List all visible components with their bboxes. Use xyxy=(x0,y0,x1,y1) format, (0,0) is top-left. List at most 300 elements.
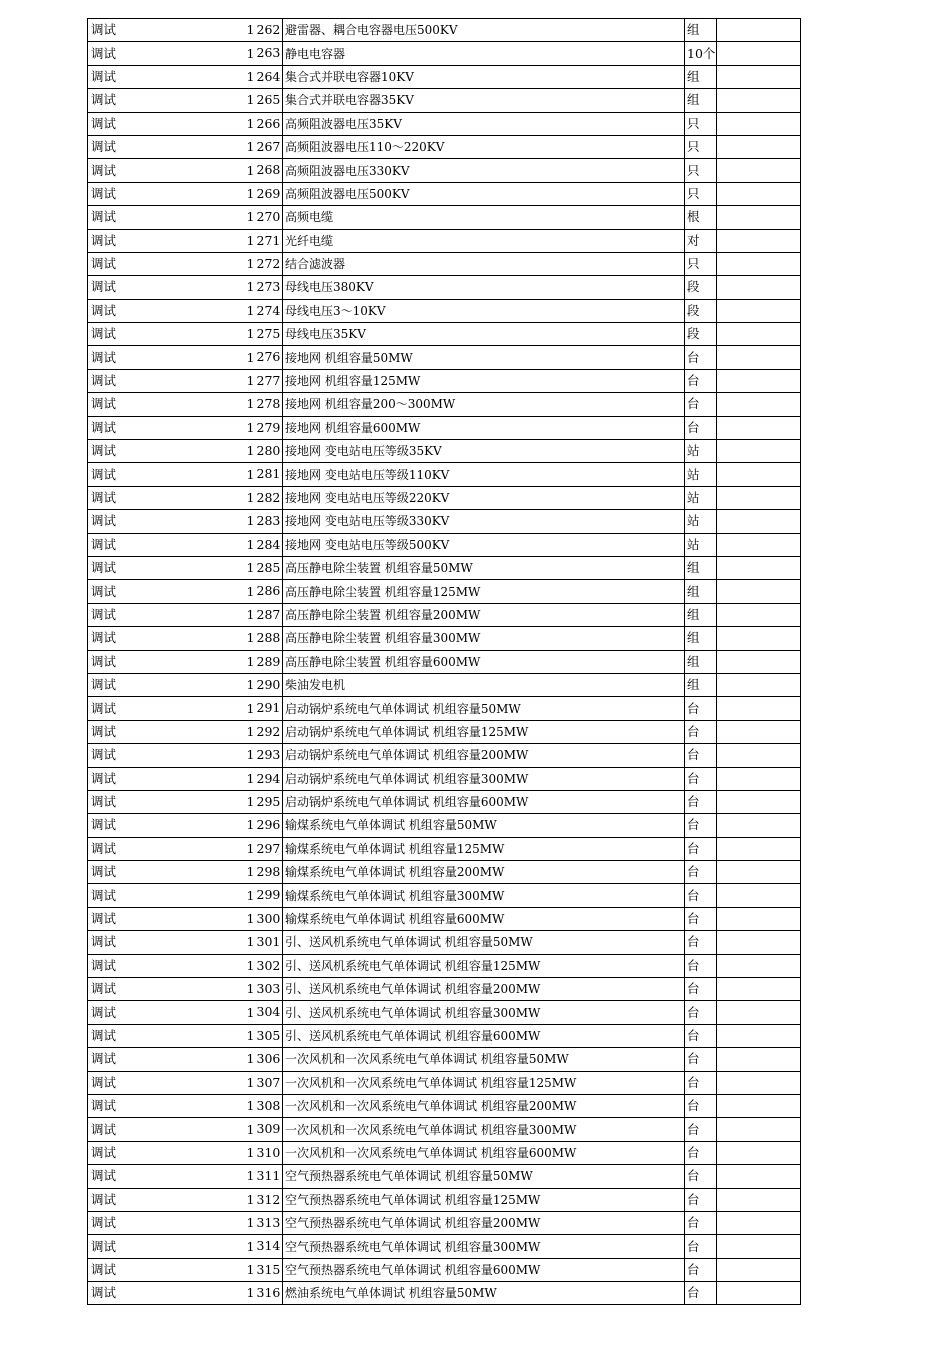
category-cell[interactable]: 调试 xyxy=(88,463,214,486)
item-code-cell[interactable] xyxy=(257,206,283,229)
item-name-cell[interactable]: 高压静电除尘装置 机组容量200MW xyxy=(283,603,685,626)
category-cell[interactable]: 调试 xyxy=(88,1235,214,1258)
empty-cell[interactable] xyxy=(717,767,801,790)
unit-cell[interactable]: 只 xyxy=(685,159,717,182)
unit-cell[interactable]: 台 xyxy=(685,837,717,860)
item-name-cell[interactable]: 一次风机和一次风系统电气单体调试 机组容量50MW xyxy=(283,1048,685,1071)
unit-cell[interactable]: 只 xyxy=(685,252,717,275)
unit-cell[interactable]: 组 xyxy=(685,580,717,603)
item-code-cell[interactable] xyxy=(257,603,283,626)
item-name-cell[interactable]: 一次风机和一次风系统电气单体调试 机组容量600MW xyxy=(283,1141,685,1164)
quantity-cell[interactable]: 1 xyxy=(214,954,257,977)
empty-cell[interactable] xyxy=(717,907,801,930)
unit-cell[interactable]: 站 xyxy=(685,440,717,463)
category-cell[interactable]: 调试 xyxy=(88,276,214,299)
empty-cell[interactable] xyxy=(717,393,801,416)
empty-cell[interactable] xyxy=(717,416,801,439)
quantity-cell[interactable]: 1 xyxy=(214,1071,257,1094)
item-code-cell[interactable] xyxy=(257,814,283,837)
unit-cell[interactable]: 段 xyxy=(685,299,717,322)
item-code-cell[interactable] xyxy=(257,42,283,65)
unit-cell[interactable]: 台 xyxy=(685,1141,717,1164)
item-name-cell[interactable]: 启动锅炉系统电气单体调试 机组容量300MW xyxy=(283,767,685,790)
quantity-cell[interactable]: 1 xyxy=(214,1282,257,1305)
empty-cell[interactable] xyxy=(717,1188,801,1211)
unit-cell[interactable]: 10个 xyxy=(685,42,717,65)
empty-cell[interactable] xyxy=(717,1282,801,1305)
item-code-cell[interactable] xyxy=(257,861,283,884)
empty-cell[interactable] xyxy=(717,1071,801,1094)
item-name-cell[interactable]: 一次风机和一次风系统电气单体调试 机组容量300MW xyxy=(283,1118,685,1141)
empty-cell[interactable] xyxy=(717,42,801,65)
category-cell[interactable]: 调试 xyxy=(88,159,214,182)
quantity-cell[interactable]: 1 xyxy=(214,767,257,790)
unit-cell[interactable]: 台 xyxy=(685,1071,717,1094)
unit-cell[interactable]: 台 xyxy=(685,1258,717,1281)
empty-cell[interactable] xyxy=(717,135,801,158)
item-code-cell[interactable] xyxy=(257,440,283,463)
category-cell[interactable]: 调试 xyxy=(88,65,214,88)
item-name-cell[interactable]: 输煤系统电气单体调试 机组容量300MW xyxy=(283,884,685,907)
empty-cell[interactable] xyxy=(717,65,801,88)
item-code-cell[interactable] xyxy=(257,276,283,299)
unit-cell[interactable]: 台 xyxy=(685,1024,717,1047)
unit-cell[interactable]: 台 xyxy=(685,907,717,930)
category-cell[interactable]: 调试 xyxy=(88,393,214,416)
quantity-cell[interactable]: 1 xyxy=(214,440,257,463)
item-name-cell[interactable]: 母线电压380KV xyxy=(283,276,685,299)
category-cell[interactable]: 调试 xyxy=(88,1048,214,1071)
category-cell[interactable]: 调试 xyxy=(88,556,214,579)
item-code-cell[interactable] xyxy=(257,673,283,696)
item-name-cell[interactable]: 接地网 变电站电压等级110KV xyxy=(283,463,685,486)
unit-cell[interactable]: 台 xyxy=(685,861,717,884)
item-name-cell[interactable]: 引、送风机系统电气单体调试 机组容量50MW xyxy=(283,931,685,954)
unit-cell[interactable]: 台 xyxy=(685,1165,717,1188)
item-code-cell[interactable] xyxy=(257,19,283,42)
quantity-cell[interactable]: 1 xyxy=(214,603,257,626)
quantity-cell[interactable]: 1 xyxy=(214,556,257,579)
item-name-cell[interactable]: 空气预热器系统电气单体调试 机组容量300MW xyxy=(283,1235,685,1258)
item-name-cell[interactable]: 接地网 变电站电压等级500KV xyxy=(283,533,685,556)
item-code-cell[interactable] xyxy=(257,1071,283,1094)
item-code-cell[interactable] xyxy=(257,486,283,509)
quantity-cell[interactable]: 1 xyxy=(214,463,257,486)
item-name-cell[interactable]: 高频阻波器电压110～220KV xyxy=(283,135,685,158)
unit-cell[interactable]: 台 xyxy=(685,931,717,954)
item-name-cell[interactable]: 高频电缆 xyxy=(283,206,685,229)
category-cell[interactable]: 调试 xyxy=(88,486,214,509)
category-cell[interactable]: 调试 xyxy=(88,861,214,884)
empty-cell[interactable] xyxy=(717,627,801,650)
unit-cell[interactable]: 只 xyxy=(685,182,717,205)
category-cell[interactable]: 调试 xyxy=(88,837,214,860)
unit-cell[interactable]: 组 xyxy=(685,627,717,650)
item-name-cell[interactable]: 避雷器、耦合电容器电压500KV xyxy=(283,19,685,42)
quantity-cell[interactable]: 1 xyxy=(214,1118,257,1141)
item-name-cell[interactable]: 集合式并联电容器10KV xyxy=(283,65,685,88)
quantity-cell[interactable]: 1 xyxy=(214,393,257,416)
item-name-cell[interactable]: 接地网 机组容量200～300MW xyxy=(283,393,685,416)
category-cell[interactable]: 调试 xyxy=(88,627,214,650)
category-cell[interactable]: 调试 xyxy=(88,673,214,696)
empty-cell[interactable] xyxy=(717,463,801,486)
item-name-cell[interactable]: 高压静电除尘装置 机组容量300MW xyxy=(283,627,685,650)
unit-cell[interactable]: 根 xyxy=(685,206,717,229)
unit-cell[interactable]: 台 xyxy=(685,954,717,977)
item-name-cell[interactable]: 空气预热器系统电气单体调试 机组容量600MW xyxy=(283,1258,685,1281)
unit-cell[interactable]: 只 xyxy=(685,112,717,135)
item-code-cell[interactable] xyxy=(257,978,283,1001)
quantity-cell[interactable]: 1 xyxy=(214,1048,257,1071)
quantity-cell[interactable]: 1 xyxy=(214,252,257,275)
quantity-cell[interactable]: 1 xyxy=(214,1188,257,1211)
category-cell[interactable]: 调试 xyxy=(88,89,214,112)
item-code-cell[interactable] xyxy=(257,135,283,158)
empty-cell[interactable] xyxy=(717,884,801,907)
empty-cell[interactable] xyxy=(717,603,801,626)
quantity-cell[interactable]: 1 xyxy=(214,907,257,930)
item-code-cell[interactable] xyxy=(257,159,283,182)
empty-cell[interactable] xyxy=(717,159,801,182)
item-code-cell[interactable] xyxy=(257,252,283,275)
item-code-cell[interactable] xyxy=(257,89,283,112)
category-cell[interactable]: 调试 xyxy=(88,931,214,954)
quantity-cell[interactable]: 1 xyxy=(214,884,257,907)
item-name-cell[interactable]: 燃油系统电气单体调试 机组容量50MW xyxy=(283,1282,685,1305)
unit-cell[interactable]: 段 xyxy=(685,323,717,346)
unit-cell[interactable]: 组 xyxy=(685,19,717,42)
item-code-cell[interactable] xyxy=(257,556,283,579)
item-code-cell[interactable] xyxy=(257,1024,283,1047)
quantity-cell[interactable]: 1 xyxy=(214,206,257,229)
category-cell[interactable]: 调试 xyxy=(88,510,214,533)
item-code-cell[interactable] xyxy=(257,1094,283,1117)
quantity-cell[interactable]: 1 xyxy=(214,627,257,650)
empty-cell[interactable] xyxy=(717,299,801,322)
category-cell[interactable]: 调试 xyxy=(88,907,214,930)
quantity-cell[interactable]: 1 xyxy=(214,978,257,1001)
quantity-cell[interactable]: 1 xyxy=(214,580,257,603)
category-cell[interactable]: 调试 xyxy=(88,182,214,205)
item-name-cell[interactable]: 输煤系统电气单体调试 机组容量125MW xyxy=(283,837,685,860)
empty-cell[interactable] xyxy=(717,556,801,579)
item-code-cell[interactable] xyxy=(257,1188,283,1211)
item-name-cell[interactable]: 母线电压3～10KV xyxy=(283,299,685,322)
quantity-cell[interactable]: 1 xyxy=(214,744,257,767)
unit-cell[interactable]: 只 xyxy=(685,135,717,158)
item-name-cell[interactable]: 高压静电除尘装置 机组容量600MW xyxy=(283,650,685,673)
empty-cell[interactable] xyxy=(717,1001,801,1024)
quantity-cell[interactable]: 1 xyxy=(214,42,257,65)
quantity-cell[interactable]: 1 xyxy=(214,1211,257,1234)
empty-cell[interactable] xyxy=(717,182,801,205)
item-name-cell[interactable]: 一次风机和一次风系统电气单体调试 机组容量125MW xyxy=(283,1071,685,1094)
empty-cell[interactable] xyxy=(717,861,801,884)
empty-cell[interactable] xyxy=(717,814,801,837)
unit-cell[interactable]: 台 xyxy=(685,1235,717,1258)
item-code-cell[interactable] xyxy=(257,580,283,603)
quantity-cell[interactable]: 1 xyxy=(214,1024,257,1047)
empty-cell[interactable] xyxy=(717,369,801,392)
empty-cell[interactable] xyxy=(717,533,801,556)
item-name-cell[interactable]: 空气预热器系统电气单体调试 机组容量200MW xyxy=(283,1211,685,1234)
unit-cell[interactable]: 台 xyxy=(685,346,717,369)
category-cell[interactable]: 调试 xyxy=(88,884,214,907)
unit-cell[interactable]: 台 xyxy=(685,744,717,767)
item-name-cell[interactable]: 输煤系统电气单体调试 机组容量200MW xyxy=(283,861,685,884)
item-code-cell[interactable] xyxy=(257,299,283,322)
unit-cell[interactable]: 台 xyxy=(685,814,717,837)
empty-cell[interactable] xyxy=(717,837,801,860)
quantity-cell[interactable]: 1 xyxy=(214,1094,257,1117)
unit-cell[interactable]: 台 xyxy=(685,1282,717,1305)
item-code-cell[interactable] xyxy=(257,346,283,369)
unit-cell[interactable]: 台 xyxy=(685,1048,717,1071)
item-code-cell[interactable] xyxy=(257,1141,283,1164)
category-cell[interactable]: 调试 xyxy=(88,1024,214,1047)
quantity-cell[interactable]: 1 xyxy=(214,369,257,392)
empty-cell[interactable] xyxy=(717,112,801,135)
item-code-cell[interactable] xyxy=(257,112,283,135)
item-code-cell[interactable] xyxy=(257,720,283,743)
item-code-cell[interactable] xyxy=(257,1258,283,1281)
category-cell[interactable]: 调试 xyxy=(88,1211,214,1234)
category-cell[interactable]: 调试 xyxy=(88,252,214,275)
unit-cell[interactable]: 站 xyxy=(685,486,717,509)
empty-cell[interactable] xyxy=(717,19,801,42)
quantity-cell[interactable]: 1 xyxy=(214,19,257,42)
unit-cell[interactable]: 台 xyxy=(685,884,717,907)
item-name-cell[interactable]: 接地网 变电站电压等级220KV xyxy=(283,486,685,509)
category-cell[interactable]: 调试 xyxy=(88,1258,214,1281)
item-name-cell[interactable]: 高频阻波器电压35KV xyxy=(283,112,685,135)
unit-cell[interactable]: 台 xyxy=(685,1094,717,1117)
item-code-cell[interactable] xyxy=(257,1001,283,1024)
category-cell[interactable]: 调试 xyxy=(88,229,214,252)
quantity-cell[interactable]: 1 xyxy=(214,276,257,299)
empty-cell[interactable] xyxy=(717,580,801,603)
quantity-cell[interactable]: 1 xyxy=(214,533,257,556)
quantity-cell[interactable]: 1 xyxy=(214,1235,257,1258)
quantity-cell[interactable]: 1 xyxy=(214,89,257,112)
item-name-cell[interactable]: 母线电压35KV xyxy=(283,323,685,346)
empty-cell[interactable] xyxy=(717,252,801,275)
category-cell[interactable]: 调试 xyxy=(88,323,214,346)
quantity-cell[interactable]: 1 xyxy=(214,135,257,158)
category-cell[interactable]: 调试 xyxy=(88,954,214,977)
unit-cell[interactable]: 台 xyxy=(685,767,717,790)
empty-cell[interactable] xyxy=(717,440,801,463)
item-name-cell[interactable]: 集合式并联电容器35KV xyxy=(283,89,685,112)
item-code-cell[interactable] xyxy=(257,697,283,720)
item-code-cell[interactable] xyxy=(257,954,283,977)
category-cell[interactable]: 调试 xyxy=(88,416,214,439)
empty-cell[interactable] xyxy=(717,720,801,743)
unit-cell[interactable]: 组 xyxy=(685,65,717,88)
unit-cell[interactable]: 段 xyxy=(685,276,717,299)
item-name-cell[interactable]: 一次风机和一次风系统电气单体调试 机组容量200MW xyxy=(283,1094,685,1117)
unit-cell[interactable]: 台 xyxy=(685,416,717,439)
item-name-cell[interactable]: 引、送风机系统电气单体调试 机组容量125MW xyxy=(283,954,685,977)
item-code-cell[interactable] xyxy=(257,323,283,346)
empty-cell[interactable] xyxy=(717,1094,801,1117)
item-code-cell[interactable] xyxy=(257,182,283,205)
unit-cell[interactable]: 组 xyxy=(685,650,717,673)
category-cell[interactable]: 调试 xyxy=(88,112,214,135)
item-code-cell[interactable] xyxy=(257,229,283,252)
unit-cell[interactable]: 台 xyxy=(685,720,717,743)
quantity-cell[interactable]: 1 xyxy=(214,1165,257,1188)
item-name-cell[interactable]: 柴油发电机 xyxy=(283,673,685,696)
quantity-cell[interactable]: 1 xyxy=(214,650,257,673)
quantity-cell[interactable]: 1 xyxy=(214,931,257,954)
item-code-cell[interactable] xyxy=(257,884,283,907)
item-code-cell[interactable] xyxy=(257,744,283,767)
category-cell[interactable]: 调试 xyxy=(88,1165,214,1188)
item-name-cell[interactable]: 高压静电除尘装置 机组容量50MW xyxy=(283,556,685,579)
item-code-cell[interactable] xyxy=(257,837,283,860)
item-name-cell[interactable]: 引、送风机系统电气单体调试 机组容量200MW xyxy=(283,978,685,1001)
category-cell[interactable]: 调试 xyxy=(88,978,214,1001)
empty-cell[interactable] xyxy=(717,744,801,767)
quantity-cell[interactable]: 1 xyxy=(214,323,257,346)
unit-cell[interactable]: 台 xyxy=(685,790,717,813)
item-name-cell[interactable]: 引、送风机系统电气单体调试 机组容量300MW xyxy=(283,1001,685,1024)
item-code-cell[interactable] xyxy=(257,907,283,930)
category-cell[interactable]: 调试 xyxy=(88,1001,214,1024)
empty-cell[interactable] xyxy=(717,276,801,299)
category-cell[interactable]: 调试 xyxy=(88,135,214,158)
item-name-cell[interactable]: 引、送风机系统电气单体调试 机组容量600MW xyxy=(283,1024,685,1047)
category-cell[interactable]: 调试 xyxy=(88,744,214,767)
item-code-cell[interactable] xyxy=(257,1048,283,1071)
quantity-cell[interactable]: 1 xyxy=(214,182,257,205)
item-code-cell[interactable] xyxy=(257,1118,283,1141)
category-cell[interactable]: 调试 xyxy=(88,697,214,720)
item-name-cell[interactable]: 启动锅炉系统电气单体调试 机组容量200MW xyxy=(283,744,685,767)
empty-cell[interactable] xyxy=(717,931,801,954)
empty-cell[interactable] xyxy=(717,650,801,673)
quantity-cell[interactable]: 1 xyxy=(214,720,257,743)
item-code-cell[interactable] xyxy=(257,1282,283,1305)
category-cell[interactable]: 调试 xyxy=(88,1188,214,1211)
empty-cell[interactable] xyxy=(717,229,801,252)
category-cell[interactable]: 调试 xyxy=(88,299,214,322)
item-code-cell[interactable] xyxy=(257,393,283,416)
item-code-cell[interactable] xyxy=(257,65,283,88)
empty-cell[interactable] xyxy=(717,673,801,696)
empty-cell[interactable] xyxy=(717,206,801,229)
item-name-cell[interactable]: 输煤系统电气单体调试 机组容量600MW xyxy=(283,907,685,930)
item-code-cell[interactable] xyxy=(257,416,283,439)
unit-cell[interactable]: 台 xyxy=(685,1211,717,1234)
item-code-cell[interactable] xyxy=(257,1165,283,1188)
unit-cell[interactable]: 组 xyxy=(685,603,717,626)
category-cell[interactable]: 调试 xyxy=(88,767,214,790)
empty-cell[interactable] xyxy=(717,1024,801,1047)
unit-cell[interactable]: 组 xyxy=(685,89,717,112)
category-cell[interactable]: 调试 xyxy=(88,369,214,392)
unit-cell[interactable]: 组 xyxy=(685,556,717,579)
item-code-cell[interactable] xyxy=(257,533,283,556)
empty-cell[interactable] xyxy=(717,346,801,369)
empty-cell[interactable] xyxy=(717,954,801,977)
empty-cell[interactable] xyxy=(717,697,801,720)
item-name-cell[interactable]: 接地网 机组容量50MW xyxy=(283,346,685,369)
unit-cell[interactable]: 站 xyxy=(685,463,717,486)
category-cell[interactable]: 调试 xyxy=(88,580,214,603)
unit-cell[interactable]: 站 xyxy=(685,533,717,556)
category-cell[interactable]: 调试 xyxy=(88,1118,214,1141)
category-cell[interactable]: 调试 xyxy=(88,1141,214,1164)
empty-cell[interactable] xyxy=(717,1141,801,1164)
item-code-cell[interactable] xyxy=(257,931,283,954)
item-code-cell[interactable] xyxy=(257,790,283,813)
item-name-cell[interactable]: 接地网 机组容量600MW xyxy=(283,416,685,439)
empty-cell[interactable] xyxy=(717,790,801,813)
category-cell[interactable]: 调试 xyxy=(88,1282,214,1305)
item-name-cell[interactable]: 结合滤波器 xyxy=(283,252,685,275)
category-cell[interactable]: 调试 xyxy=(88,1094,214,1117)
item-code-cell[interactable] xyxy=(257,510,283,533)
quantity-cell[interactable]: 1 xyxy=(214,486,257,509)
unit-cell[interactable]: 对 xyxy=(685,229,717,252)
category-cell[interactable]: 调试 xyxy=(88,603,214,626)
item-name-cell[interactable]: 高频阻波器电压500KV xyxy=(283,182,685,205)
category-cell[interactable]: 调试 xyxy=(88,650,214,673)
item-name-cell[interactable]: 接地网 机组容量125MW xyxy=(283,369,685,392)
quantity-cell[interactable]: 1 xyxy=(214,159,257,182)
empty-cell[interactable] xyxy=(717,510,801,533)
item-name-cell[interactable]: 启动锅炉系统电气单体调试 机组容量50MW xyxy=(283,697,685,720)
empty-cell[interactable] xyxy=(717,978,801,1001)
item-name-cell[interactable]: 空气预热器系统电气单体调试 机组容量125MW xyxy=(283,1188,685,1211)
item-name-cell[interactable]: 启动锅炉系统电气单体调试 机组容量600MW xyxy=(283,790,685,813)
item-name-cell[interactable]: 光纤电缆 xyxy=(283,229,685,252)
item-code-cell[interactable] xyxy=(257,369,283,392)
quantity-cell[interactable]: 1 xyxy=(214,697,257,720)
unit-cell[interactable]: 台 xyxy=(685,393,717,416)
item-name-cell[interactable]: 高频阻波器电压330KV xyxy=(283,159,685,182)
empty-cell[interactable] xyxy=(717,1235,801,1258)
unit-cell[interactable]: 站 xyxy=(685,510,717,533)
category-cell[interactable]: 调试 xyxy=(88,790,214,813)
unit-cell[interactable]: 台 xyxy=(685,697,717,720)
quantity-cell[interactable]: 1 xyxy=(214,1001,257,1024)
category-cell[interactable]: 调试 xyxy=(88,1071,214,1094)
category-cell[interactable]: 调试 xyxy=(88,346,214,369)
unit-cell[interactable]: 台 xyxy=(685,1188,717,1211)
item-code-cell[interactable] xyxy=(257,1235,283,1258)
item-code-cell[interactable] xyxy=(257,627,283,650)
empty-cell[interactable] xyxy=(717,89,801,112)
empty-cell[interactable] xyxy=(717,1118,801,1141)
item-name-cell[interactable]: 输煤系统电气单体调试 机组容量50MW xyxy=(283,814,685,837)
quantity-cell[interactable]: 1 xyxy=(214,229,257,252)
unit-cell[interactable]: 台 xyxy=(685,1001,717,1024)
empty-cell[interactable] xyxy=(717,1258,801,1281)
quantity-cell[interactable]: 1 xyxy=(214,112,257,135)
empty-cell[interactable] xyxy=(717,1211,801,1234)
item-name-cell[interactable]: 启动锅炉系统电气单体调试 机组容量125MW xyxy=(283,720,685,743)
item-code-cell[interactable] xyxy=(257,650,283,673)
category-cell[interactable]: 调试 xyxy=(88,206,214,229)
unit-cell[interactable]: 台 xyxy=(685,369,717,392)
category-cell[interactable]: 调试 xyxy=(88,42,214,65)
item-code-cell[interactable] xyxy=(257,1211,283,1234)
quantity-cell[interactable]: 1 xyxy=(214,814,257,837)
